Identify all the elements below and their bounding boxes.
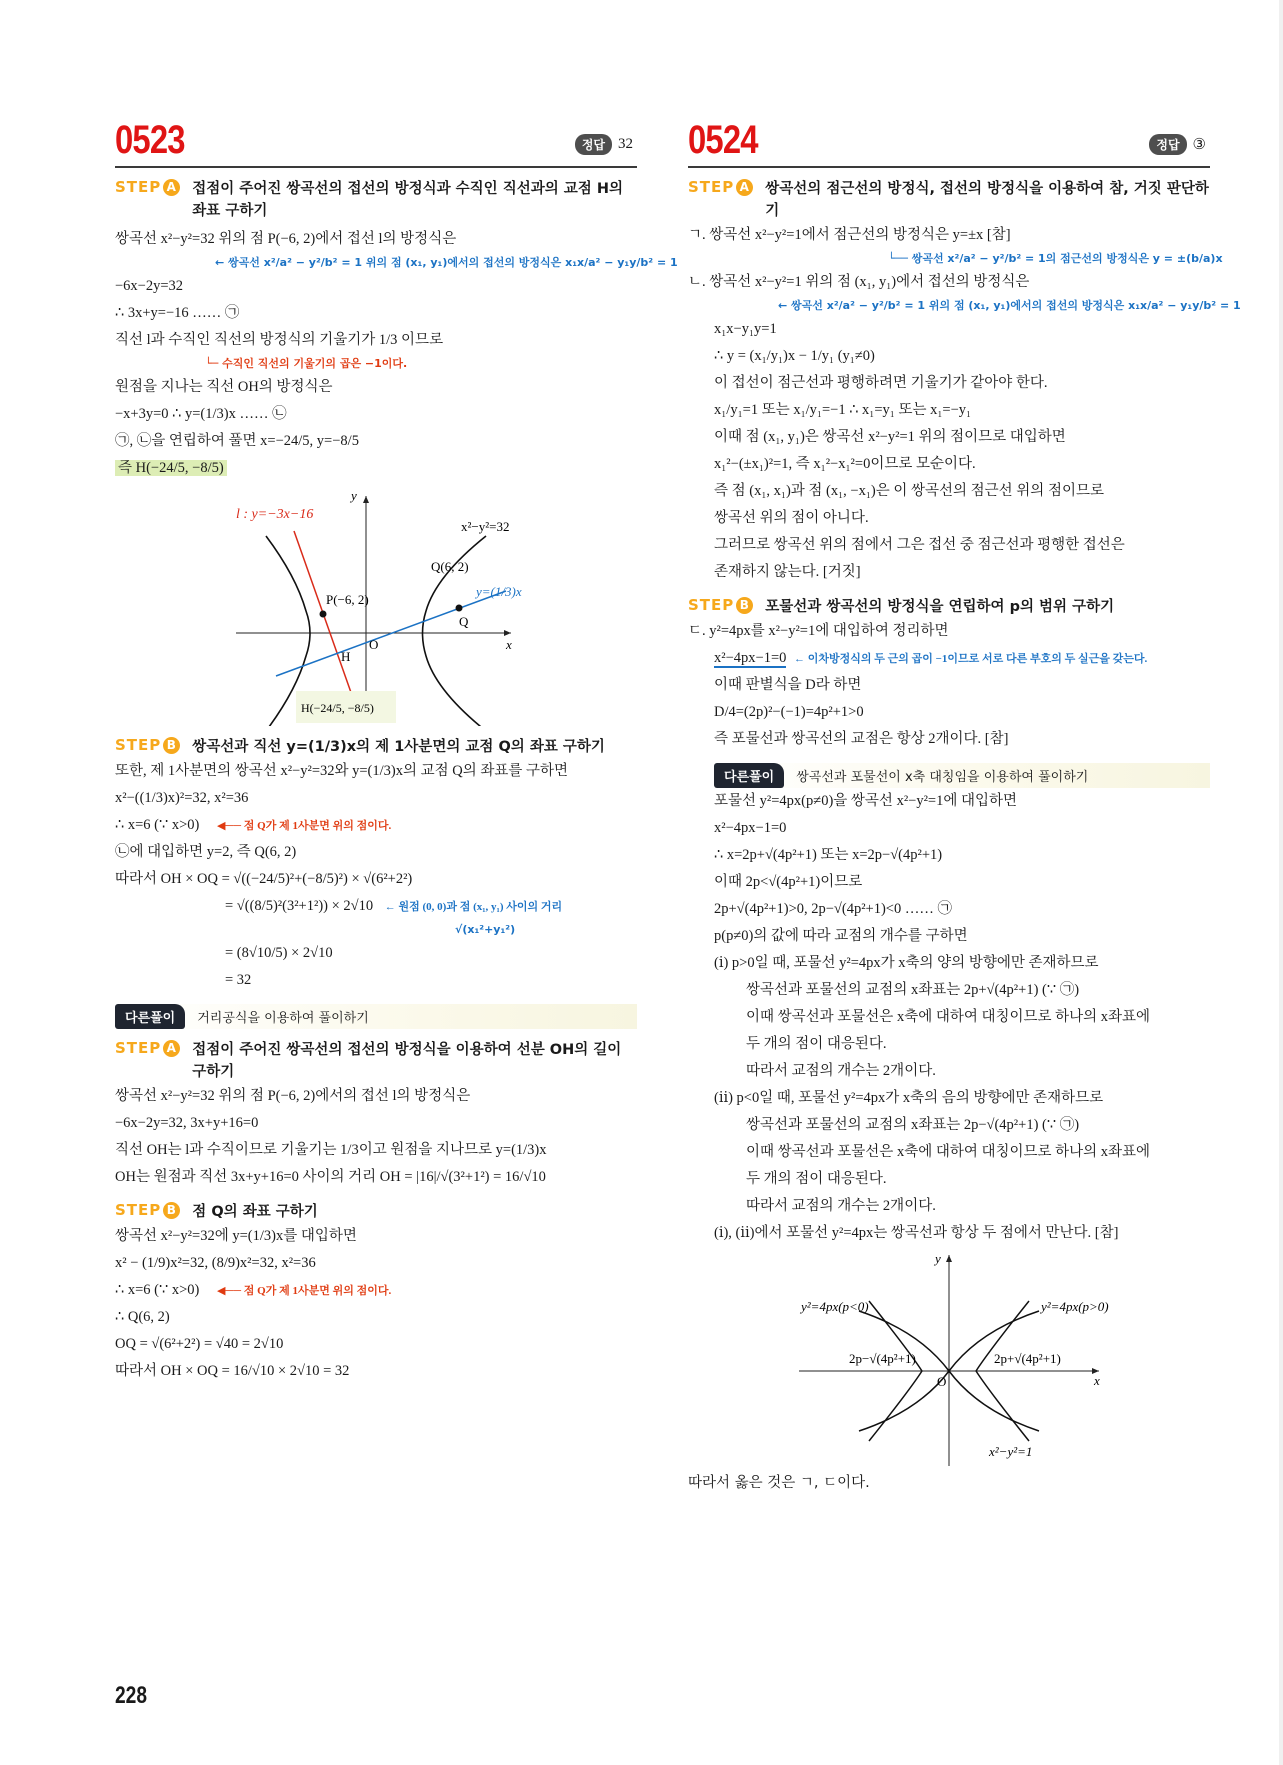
alt-step-a-header bbox=[115, 1039, 637, 1083]
svg-text:y=(1/3)x: y=(1/3)x bbox=[476, 584, 522, 599]
solution-line: 포물선 y²=4px(p≠0)을 쌍곡선 x²−y²=1에 대입하면 bbox=[714, 793, 1018, 809]
page-edge bbox=[1279, 0, 1283, 1765]
solution-line: = √((8/5)²(3²+1²)) × 2√10 ← 원점 (0, 0)과 점 (x₁, y₁) 사이의 거리 bbox=[225, 898, 563, 914]
solution-line: 원점을 지나는 직선 OH의 방정식은 bbox=[115, 379, 333, 395]
tangent-formula-note: ← 쌍곡선 x²/a² − y²/b² = 1 위의 점 (x₁, y₁)에서의 접선의 방정식은 x₁x/a² − y₁y/b² = 1 bbox=[778, 299, 1241, 312]
solution-line: ∴ x=6 (∵ x>0) ◀── 점 Q가 제 1사분면 위의 점이다. bbox=[115, 1282, 392, 1298]
step-tag: STEP B bbox=[688, 596, 753, 614]
solution-line: ∴ x=6 (∵ x>0) ◀── 점 Q가 제 1사분면 위의 점이다. bbox=[115, 817, 392, 833]
alternate-title: 거리공식을 이용하여 풀이하기 bbox=[197, 1011, 369, 1026]
solution-line: x²−4px−1=0 bbox=[714, 820, 787, 836]
solution-line: 존재하지 않는다. [거짓] bbox=[714, 564, 861, 580]
perpendicular-note: └─ 수직인 직선의 기울기의 곱은 −1이다. bbox=[205, 357, 408, 370]
hyperbola-figure bbox=[226, 486, 526, 726]
step-letter-icon: B bbox=[736, 597, 753, 614]
solution-line: 직선 l과 수직인 직선의 방정식의 기울기가 1/3 이므로 bbox=[115, 332, 444, 348]
alternate-badge: 다른풀이 bbox=[714, 763, 784, 788]
solution-line: ∴ y = (x₁/y₁)x − 1/y₁ (y₁≠0) bbox=[714, 348, 875, 364]
page-number: 228 bbox=[115, 1682, 148, 1709]
answer-badge: 정답 bbox=[1149, 134, 1186, 155]
solution-line: 즉 점 (x₁, x₁)과 점 (x₁, −x₁)은 이 쌍곡선의 점근선 위의 점이므로 bbox=[714, 483, 1104, 499]
svg-text:y²=4px(p>0): y²=4px(p>0) bbox=[1041, 1299, 1109, 1314]
solution-line: x₁/y₁=1 또는 x₁/y₁=−1 ∴ x₁=y₁ 또는 x₁=−y₁ bbox=[714, 402, 972, 418]
step-a-header bbox=[115, 178, 637, 222]
quadrant-note: ◀── 점 Q가 제 1사분면 위의 점이다. bbox=[216, 1285, 392, 1297]
solution-line: x² − (1/9)x²=32, (8/9)x²=32, x²=36 bbox=[115, 1255, 316, 1271]
case-1-line: 쌍곡선과 포물선의 교점의 x좌표는 2p+√(4p²+1) (∵ ㉠) bbox=[746, 982, 1080, 998]
solution-line: 따라서 OH × OQ = √((−24/5)²+(−8/5)²) × √(6²+2²) bbox=[115, 871, 413, 887]
step-title: 쌍곡선의 점근선의 방정식, 접선의 방정식을 이용하여 참, 거짓 판단하기 bbox=[765, 181, 1209, 219]
arrow-icon: └── bbox=[888, 252, 912, 265]
step-b-header bbox=[115, 736, 637, 758]
solution-line: x²−((1/3)x)²=32, x²=36 bbox=[115, 790, 249, 806]
svg-text:x: x bbox=[1094, 1373, 1100, 1388]
problem-number: 0524 bbox=[688, 118, 758, 162]
tangent-formula-note: ← 쌍곡선 x²/a² − y²/b² = 1 위의 점 (x₁, y₁)에서의 접선의 방정식은 x₁x/a² − y₁y/b² = 1 bbox=[215, 256, 678, 269]
solution-line: 이때 2p<√(4p²+1)이므로 bbox=[714, 874, 863, 890]
alt-step-b-header bbox=[115, 1201, 637, 1223]
case-1-line: (ⅰ) p>0일 때, 포물선 y²=4px가 x축의 양의 방향에만 존재하므로 bbox=[714, 955, 1099, 971]
step-title: 점 Q의 좌표 구하기 bbox=[192, 1204, 318, 1220]
point-p bbox=[320, 611, 327, 618]
solution-line: −6x−2y=32, 3x+y+16=0 bbox=[115, 1115, 259, 1131]
solution-line: ∴ 3x+y=−16 …… ㉠ bbox=[115, 305, 240, 321]
step-title: 접점이 주어진 쌍곡선의 접선의 방정식과 수직인 직선과의 교점 H의 좌표 구하기 bbox=[192, 181, 623, 219]
solution-line: ∴ Q(6, 2) bbox=[115, 1309, 170, 1325]
svg-text:2p−√(4p²+1): 2p−√(4p²+1) bbox=[849, 1351, 916, 1366]
solution-line: 쌍곡선 위의 점이 아니다. bbox=[714, 510, 869, 526]
svg-text:P(−6, 2): P(−6, 2) bbox=[326, 592, 369, 607]
answer-badge: 정답 bbox=[575, 134, 612, 155]
svg-text:y: y bbox=[935, 1251, 941, 1266]
alternate-title: 쌍곡선과 포물선이 x축 대칭임을 이용하여 풀이하기 bbox=[796, 770, 1089, 785]
step-a-header bbox=[688, 178, 1210, 222]
solution-line: −6x−2y=32 bbox=[115, 278, 184, 294]
answer-value: 32 bbox=[618, 136, 633, 152]
answer-box bbox=[1149, 134, 1206, 155]
solution-line: −x+3y=0 ∴ y=(1/3)x …… ㉡ bbox=[115, 406, 287, 422]
solution-line: 2p+√(4p²+1)>0, 2p−√(4p²+1)<0 …… ㉠ bbox=[714, 901, 952, 917]
step-letter-icon: A bbox=[736, 179, 753, 196]
solution-line: 쌍곡선 x²−y²=32에 y=(1/3)x를 대입하면 bbox=[115, 1228, 357, 1244]
svg-text:y²=4px(p<0): y²=4px(p<0) bbox=[801, 1299, 869, 1314]
svg-text:Q(6, 2): Q(6, 2) bbox=[431, 559, 469, 574]
alternate-solution-header bbox=[115, 1004, 637, 1029]
svg-text:x: x bbox=[506, 637, 512, 652]
solution-line: 쌍곡선 x²−y²=32 위의 점 P(−6, 2)에서의 접선 l의 방정식은 bbox=[115, 1088, 471, 1104]
final-answer-line: 따라서 옳은 것은 ㄱ, ㄷ이다. bbox=[688, 1475, 870, 1491]
solution-line bbox=[115, 455, 637, 482]
solution-line: 쌍곡선 x²−y²=32 위의 점 P(−6, 2)에서 접선 l의 방정식은 bbox=[115, 231, 457, 247]
svg-text:x²−y²=1: x²−y²=1 bbox=[989, 1444, 1033, 1459]
svg-text:l : y=−3x−16: l : y=−3x−16 bbox=[236, 507, 314, 522]
step-title: 포물선과 쌍곡선의 방정식을 연립하여 p의 범위 구하기 bbox=[765, 599, 1115, 615]
quadrant-note: ◀── 점 Q가 제 1사분면 위의 점이다. bbox=[216, 820, 392, 832]
step-letter-icon: B bbox=[163, 1202, 180, 1219]
step-title: 접점이 주어진 쌍곡선의 접선의 방정식을 이용하여 선분 OH의 길이 구하기 bbox=[192, 1042, 622, 1080]
parabola-hyperbola-figure bbox=[749, 1251, 1149, 1466]
step-letter-icon: A bbox=[163, 179, 180, 196]
solution-line: ∴ x=2p+√(4p²+1) 또는 x=2p−√(4p²+1) bbox=[714, 847, 943, 863]
step-letter-icon: B bbox=[163, 737, 180, 754]
case-2-line: (ⅱ) p<0일 때, 포물선 y²=4px가 x축의 음의 방향에만 존재하므로 bbox=[714, 1090, 1104, 1106]
answer-value: ③ bbox=[1192, 137, 1206, 153]
highlight-h: 즉 H(−24/5, −8/5) bbox=[115, 460, 227, 476]
problem-number: 0523 bbox=[115, 118, 185, 162]
solution-line: = 32 bbox=[225, 972, 252, 988]
problem-header bbox=[115, 118, 637, 168]
solution-line: OQ = √(6²+2²) = √40 = 2√10 bbox=[115, 1336, 284, 1352]
problem-header bbox=[688, 118, 1210, 168]
solution-line: x²−4px−1=0 ← 이차방정식의 두 근의 곱이 −1이므로 서로 다른 부호의 두 실근을 갖는다. bbox=[714, 650, 1148, 666]
answer-box bbox=[575, 134, 633, 155]
asymptote-note: └── 쌍곡선 x²/a² − y²/b² = 1의 점근선의 방정식은 y = ±(b/a)x bbox=[888, 252, 1223, 265]
point-q bbox=[456, 605, 463, 612]
step-b-header bbox=[688, 596, 1210, 618]
svg-text:2p+√(4p²+1): 2p+√(4p²+1) bbox=[994, 1351, 1061, 1366]
solution-line: 따라서 OH × OQ = 16/√10 × 2√10 = 32 bbox=[115, 1363, 350, 1379]
solution-line: 직선 OH는 l과 수직이므로 기울기는 1/3이고 원점을 지나므로 y=(1/3)x bbox=[115, 1142, 547, 1158]
item-3: ㄷ. y²=4px를 x²−y²=1에 대입하여 정리하면 bbox=[688, 623, 949, 639]
svg-text:O: O bbox=[369, 637, 379, 652]
solution-line: 이 접선이 점근선과 평행하려면 기울기가 같아야 한다. bbox=[714, 375, 1048, 391]
case-1-line: 이때 쌍곡선과 포물선은 x축에 대하여 대칭이므로 하나의 x좌표에 bbox=[746, 1009, 1151, 1025]
case-2-line: 두 개의 점이 대응된다. bbox=[746, 1171, 887, 1187]
case-2-line: 이때 쌍곡선과 포물선은 x축에 대하여 대칭이므로 하나의 x좌표에 bbox=[746, 1144, 1151, 1160]
distance-formula-note: √(x₁²+y₁²) bbox=[455, 923, 516, 936]
item-2: ㄴ. 쌍곡선 x²−y²=1 위의 점 (x₁, y₁)에서 접선의 방정식은 bbox=[688, 274, 1030, 290]
step-title: 쌍곡선과 직선 y=(1/3)x의 제 1사분면의 교점 Q의 좌표 구하기 bbox=[192, 739, 605, 755]
solution-line: 이때 판별식을 D라 하면 bbox=[714, 677, 862, 693]
solution-line: 또한, 제 1사분면의 쌍곡선 x²−y²=32와 y=(1/3)x의 교점 Q의 좌표를 구하면 bbox=[115, 763, 569, 779]
solution-line: x₁²−(±x₁)²=1, 즉 x₁²−x₁²=0이므로 모순이다. bbox=[714, 456, 976, 472]
solution-line: 이때 점 (x₁, y₁)은 쌍곡선 x²−y²=1 위의 점이므로 대입하면 bbox=[714, 429, 1066, 445]
case-1-line: 따라서 교점의 개수는 2개이다. bbox=[746, 1063, 936, 1079]
step-tag: STEP B bbox=[115, 736, 180, 754]
solution-line: p(p≠0)의 값에 따라 교점의 개수를 구하면 bbox=[714, 928, 968, 944]
solution-line: D/4=(2p)²−(−1)=4p²+1>0 bbox=[714, 704, 864, 720]
case-2-line: 쌍곡선과 포물선의 교점의 x좌표는 2p−√(4p²+1) (∵ ㉠) bbox=[746, 1117, 1080, 1133]
alternate-solution-header bbox=[714, 763, 1210, 788]
svg-text:H: H bbox=[341, 649, 351, 664]
solution-line: 즉 포물선과 쌍곡선의 교점은 항상 2개이다. [참] bbox=[714, 731, 1009, 747]
step-tag: STEP A bbox=[115, 178, 180, 196]
solution-line: 그러므로 쌍곡선 위의 점에서 그은 접선 중 점근선과 평행한 접선은 bbox=[714, 537, 1125, 553]
step-tag: STEP B bbox=[115, 1201, 180, 1219]
alternate-badge: 다른풀이 bbox=[115, 1004, 185, 1029]
case-1-line: 두 개의 점이 대응된다. bbox=[746, 1036, 887, 1052]
step-letter-icon: A bbox=[163, 1040, 180, 1057]
svg-text:H(−24/5, −8/5): H(−24/5, −8/5) bbox=[301, 701, 374, 715]
arrow-icon: └─ bbox=[205, 357, 223, 370]
svg-text:O: O bbox=[937, 1374, 947, 1389]
svg-text:Q: Q bbox=[459, 614, 469, 629]
step-tag: STEP A bbox=[688, 178, 753, 196]
svg-text:x²−y²=32: x²−y²=32 bbox=[461, 519, 510, 534]
problem-0523 bbox=[115, 118, 678, 1385]
solution-line: x₁x−y₁y=1 bbox=[714, 321, 777, 337]
solution-line: OH는 원점과 직선 3x+y+16=0 사이의 거리 OH = |16|/√(3²+1²) = 16/√10 bbox=[115, 1169, 546, 1185]
svg-text:y: y bbox=[351, 488, 357, 503]
problem-0524 bbox=[688, 118, 1241, 1497]
step-tag: STEP A bbox=[115, 1039, 180, 1057]
conclusion-line: (ⅰ), (ⅱ)에서 포물선 y²=4px는 쌍곡선과 항상 두 점에서 만난다. [참] bbox=[714, 1225, 1119, 1241]
solution-line: ㉡에 대입하면 y=2, 즉 Q(6, 2) bbox=[115, 844, 297, 860]
solution-line: ㉠, ㉡을 연립하여 풀면 x=−24/5, y=−8/5 bbox=[115, 433, 359, 449]
item-1: ㄱ. 쌍곡선 x²−y²=1에서 점근선의 방정식은 y=±x [참] bbox=[688, 227, 1011, 243]
solution-line: = (8√10/5) × 2√10 bbox=[225, 945, 333, 961]
distance-note: ← 원점 (0, 0)과 점 (x₁, y₁) 사이의 거리 bbox=[384, 901, 563, 913]
case-2-line: 따라서 교점의 개수는 2개이다. bbox=[746, 1198, 936, 1214]
roots-note: ← 이차방정식의 두 근의 곱이 −1이므로 서로 다른 부호의 두 실근을 갖는다. bbox=[794, 653, 1148, 665]
